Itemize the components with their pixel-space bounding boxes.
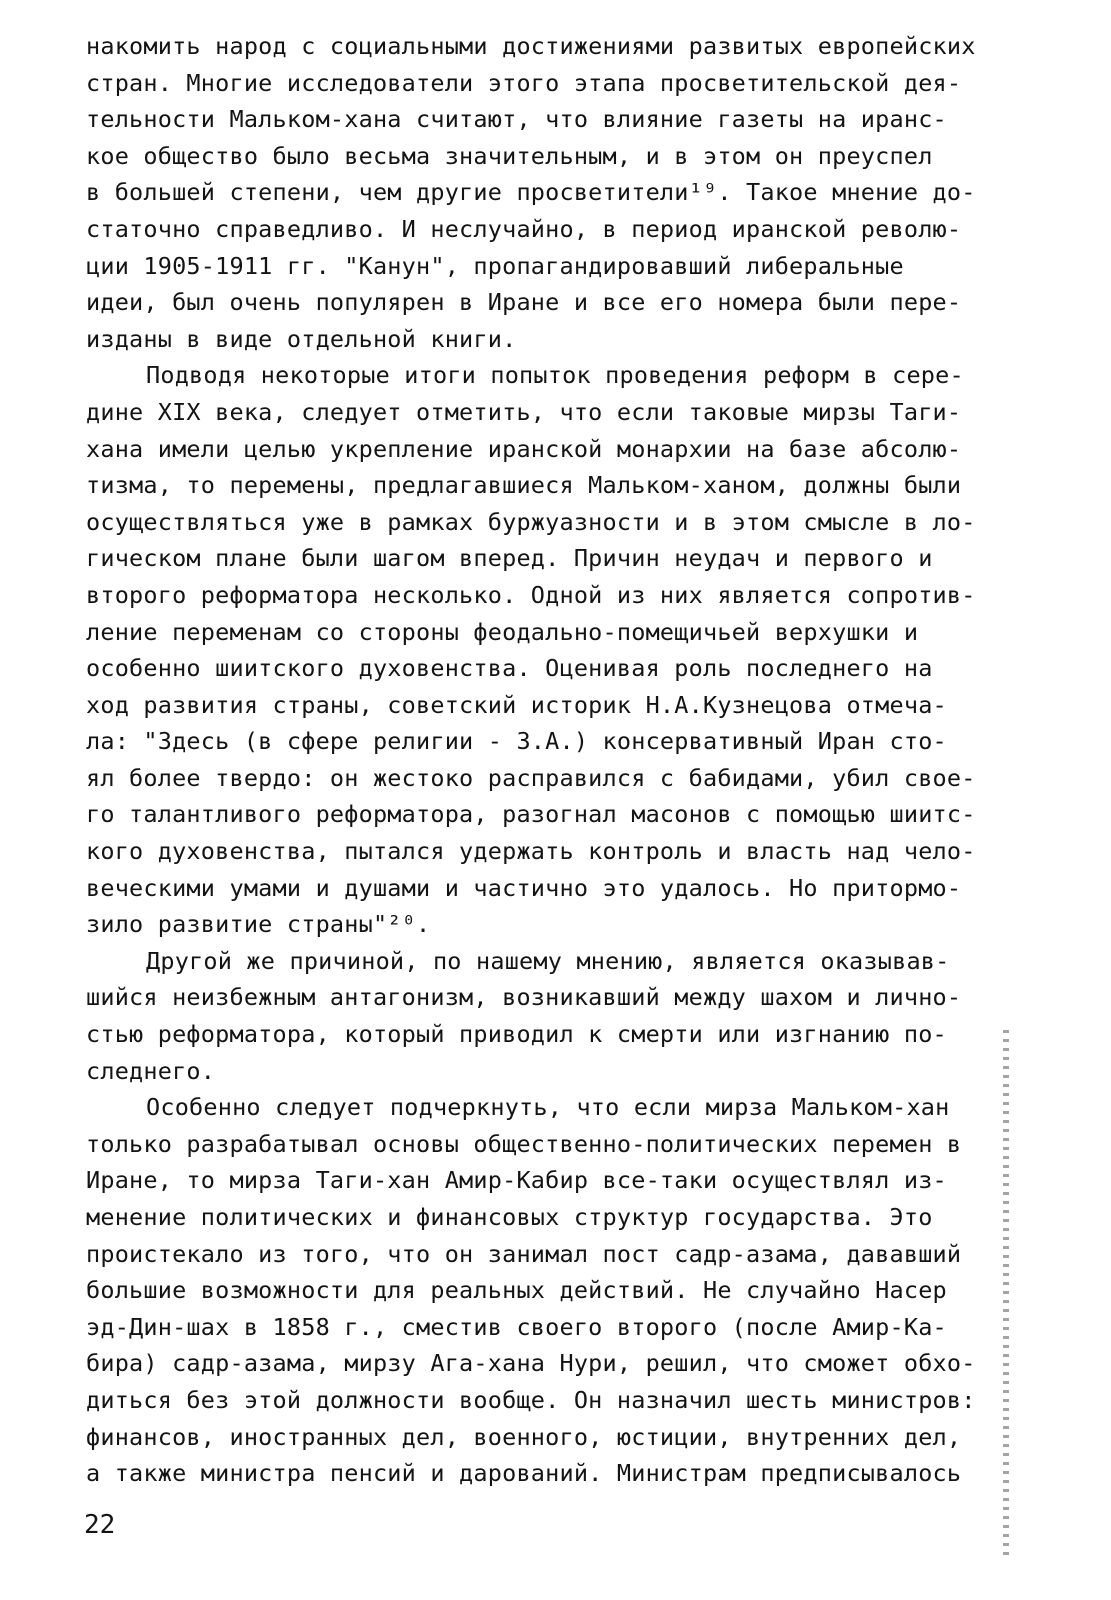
text-line: шийся неизбежным антагонизм, возникавший между шахом и лично- [86,983,962,1012]
text-line: дине XIX века, следует отметить, что если таковые мирзы Таги- [86,397,962,426]
text-line: только разрабатывал основы общественно-политических перемен в [86,1129,962,1158]
text-line: второго реформатора несколько. Одной из них является сопротив- [86,580,976,609]
text-line: осуществляться уже в рамках буржуазности и в этом смысле в ло- [86,507,976,536]
text-line: стью реформатора, который приводил к смерти или изгнанию по- [86,1020,947,1049]
text-line: тельности Мальком-хана считают, что влияние газеты на иранс- [86,105,947,134]
paragraph-start-line: Особенно следует подчеркнуть, что если мирза Мальком-хан [146,1093,950,1122]
body-text [86,28,1026,1492]
text-line: изданы в виде отдельной книги. [86,324,517,353]
text-line: зило развитие страны"²⁰. [86,910,431,939]
text-line: ции 1905-1911 гг. "Канун", пропагандировавший либеральные [86,251,904,280]
paragraph-start-line: Другой же причиной, по нашему мнению, является оказывав- [146,946,950,975]
text-line: кого духовенства, пытался удержать контроль и власть над чело- [86,837,976,866]
scan-edge-artifact [1003,1030,1009,1560]
text-line: бира) садр-азама, мирзу Ага-хана Нури, решил, что сможет обхо- [86,1349,976,1378]
text-line: проистекало из того, что он занимал пост садр-азама, дававший [86,1239,962,1268]
text-line: гическом плане были шагом вперед. Причин неудач и первого и [86,544,933,573]
text-line: особенно шиитского духовенства. Оценивая роль последнего на [86,654,933,683]
text-line: диться без этой должности вообще. Он назначил шесть министров: [86,1385,976,1414]
text-line: большие возможности для реальных действий. Не случайно Насер [86,1276,947,1305]
text-line: веческими умами и душами и частично это удалось. Но притормо- [86,873,962,902]
text-line: стран. Многие исследователи этого этапа просветительской дея- [86,68,962,97]
text-line: ла: "Здесь (в сфере религии - З.А.) консервативный Иран сто- [86,727,947,756]
text-line: эд-Дин-шах в 1858 г., сместив своего второго (после Амир-Ка- [86,1312,947,1341]
text-line: менение политических и финансовых структур государства. Это [86,1203,933,1231]
text-line: статочно справедливо. И неслучайно, в период иранской револю- [86,214,962,243]
text-line: накомить народ с социальными достижениями развитых европейских [86,32,976,60]
text-line: ление переменам со стороны феодально-помещичьей верхушки и [86,617,919,646]
text-line: следнего. [86,1056,216,1085]
text-line: в большей степени, чем другие просветители¹⁹. Такое мнение до- [86,178,976,207]
text-line: ход развития страны, советский историк Н.А.Кузнецова отмеча- [86,690,947,719]
text-line: кое общество было весьма значительным, и в этом он преуспел [86,141,933,170]
text-line: финансов, иностранных дел, военного, юстиции, внутренних дел, [86,1422,962,1451]
text-line: идеи, был очень популярен в Иране и все его номера были пере- [86,288,962,317]
text-line: Иране, то мирза Таги-хан Амир-Кабир все-таки осуществлял из- [86,1166,947,1195]
text-line: го талантливого реформатора, разогнал масонов с помощью шиитс- [86,800,976,829]
text-line: тизма, то перемены, предлагавшиеся Мальком-ханом, должны были [86,471,962,500]
text-line: ял более твердо: он жестоко расправился с бабидами, убил свое- [86,763,976,792]
text-line: а также министра пенсий и дарований. Министрам предписывалось [86,1459,962,1488]
text-line: хана имели целью укрепление иранской монархии на базе абсолю- [86,434,962,463]
paragraph-start-line: Подводя некоторые итоги попыток проведения реформ в сере- [146,361,964,390]
page-number: 22 [84,1510,116,1540]
